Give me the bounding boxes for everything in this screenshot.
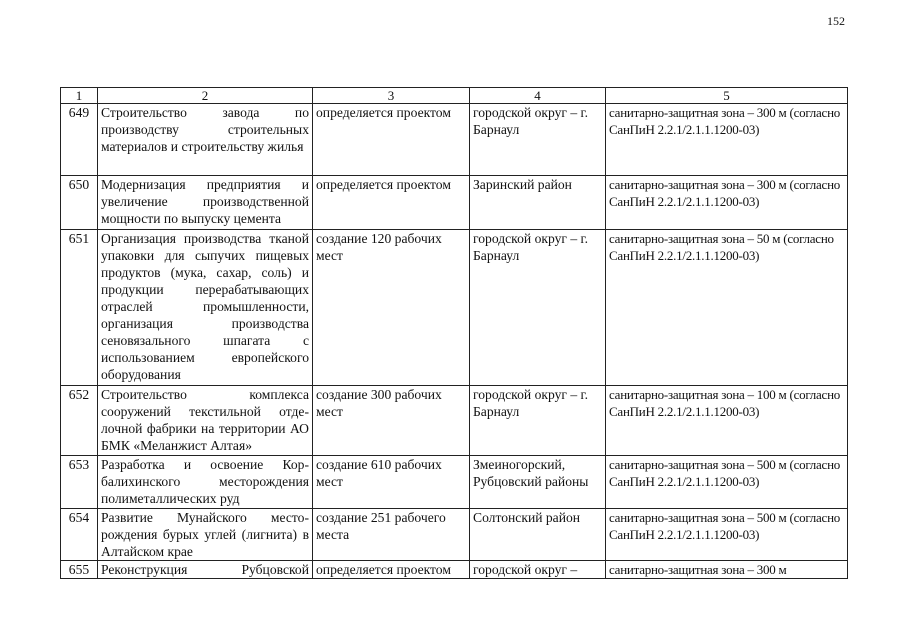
project-name: Организация производства тканой упаковки для сыпучих пищевых продуктов (мука, сахар, соль) и продукции перерабатывающих отраслей промышленности, организация производства сеновязального шпагата с использованием европейского оборудования — [98, 230, 313, 386]
projects-table — [60, 87, 848, 579]
column-header: 2 — [98, 88, 313, 104]
table-row — [61, 230, 848, 386]
table-row — [61, 176, 848, 230]
row-number: 649 — [61, 104, 98, 176]
table-row — [61, 104, 848, 176]
project-name: Модернизация предприятия и увеличение производственной мощности по выпуску цемента — [98, 176, 313, 230]
project-location: городской округ – — [470, 561, 606, 579]
project-name: Строительство комплекса сооружений текстильной отделочной фабрики на территории АО БМК «Меланжист Алтая» — [98, 386, 313, 456]
sanitary-zone: санитарно-защитная зона – 100 м (согласно СанПиН 2.2.1/2.1.1.1200-03) — [606, 386, 848, 456]
project-location: Солтонский район — [470, 509, 606, 561]
project-effect: определяется проектом — [313, 561, 470, 579]
project-effect: создание 300 рабочих мест — [313, 386, 470, 456]
sanitary-zone: санитарно-защитная зона – 300 м — [606, 561, 848, 579]
project-effect: определяется проектом — [313, 104, 470, 176]
project-effect: создание 120 рабочих мест — [313, 230, 470, 386]
project-location: Змеиногорский, Рубцовский районы — [470, 456, 606, 509]
sanitary-zone: санитарно-защитная зона – 300 м (согласно СанПиН 2.2.1/2.1.1.1200-03) — [606, 176, 848, 230]
table-row — [61, 509, 848, 561]
project-effect: определяется проектом — [313, 176, 470, 230]
row-number: 651 — [61, 230, 98, 386]
row-number: 652 — [61, 386, 98, 456]
table-row — [61, 561, 848, 579]
project-name: Развитие Мунайского месторождения бурых углей (лигнита) в Алтайском крае — [98, 509, 313, 561]
column-header: 3 — [313, 88, 470, 104]
project-name: Разработка и освоение Корбалихинского месторождения полиметаллических руд — [98, 456, 313, 509]
table-row — [61, 386, 848, 456]
column-header: 5 — [606, 88, 848, 104]
project-name: Строительство завода по производству строительных материалов и строительству жилья — [98, 104, 313, 176]
table-row — [61, 456, 848, 509]
table-header-row — [61, 88, 848, 104]
sanitary-zone: санитарно-защитная зона – 500 м (согласно СанПиН 2.2.1/2.1.1.1200-03) — [606, 509, 848, 561]
project-effect: создание 610 рабочих мест — [313, 456, 470, 509]
row-number: 654 — [61, 509, 98, 561]
column-header: 4 — [470, 88, 606, 104]
project-effect: создание 251 рабочего места — [313, 509, 470, 561]
sanitary-zone: санитарно-защитная зона – 50 м (согласно СанПиН 2.2.1/2.1.1.1200-03) — [606, 230, 848, 386]
sanitary-zone: санитарно-защитная зона – 500 м (согласно СанПиН 2.2.1/2.1.1.1200-03) — [606, 456, 848, 509]
project-location: Заринский район — [470, 176, 606, 230]
row-number: 655 — [61, 561, 98, 579]
project-location: городской округ – г. Барнаул — [470, 104, 606, 176]
row-number: 650 — [61, 176, 98, 230]
sanitary-zone: санитарно-защитная зона – 300 м (согласно СанПиН 2.2.1/2.1.1.1200-03) — [606, 104, 848, 176]
project-name: Реконструкция Рубцовской — [98, 561, 313, 579]
column-header: 1 — [61, 88, 98, 104]
row-number: 653 — [61, 456, 98, 509]
project-location: городской округ – г. Барнаул — [470, 230, 606, 386]
project-location: городской округ – г. Барнаул — [470, 386, 606, 456]
page-number: 152 — [827, 14, 845, 28]
